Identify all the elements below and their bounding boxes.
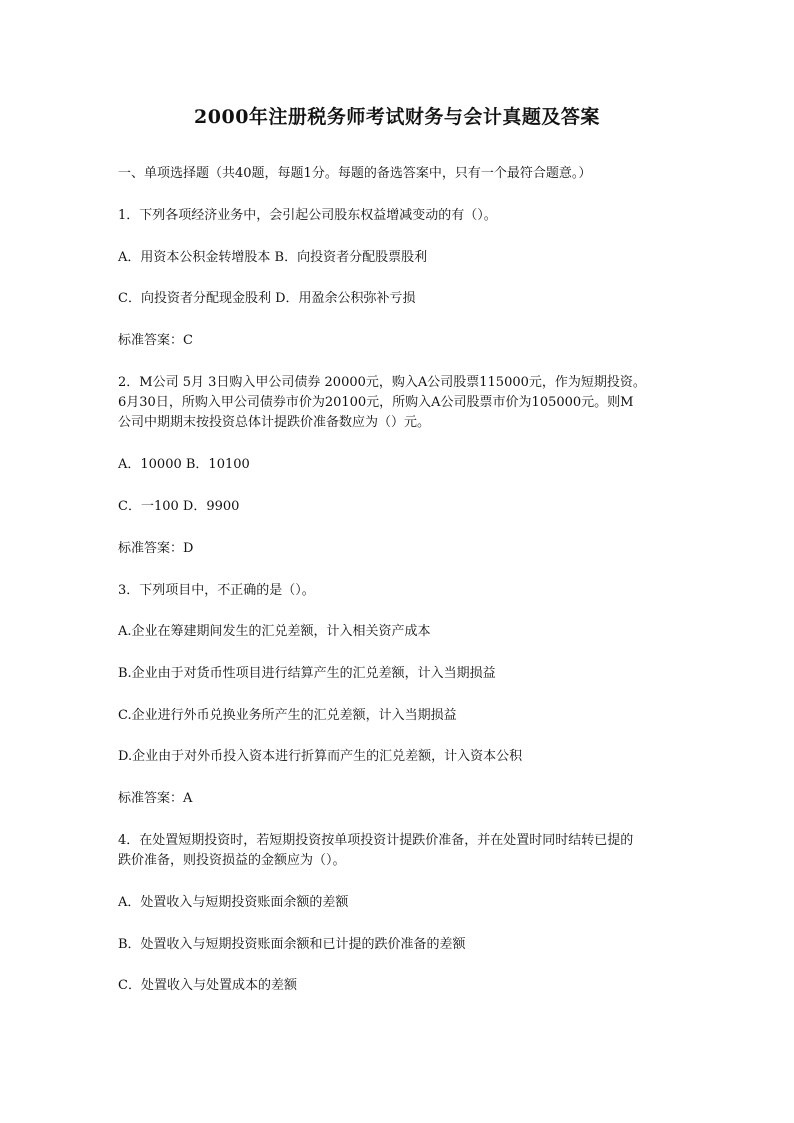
question-2-option-line-1: A．10000 B．10100	[118, 457, 250, 472]
question-3-option-b: B.企业由于对货币性项目进行结算产生的汇兑差额，计入当期损益	[118, 666, 496, 681]
question-4-option-b: B．处置收入与短期投资账面余额和已计提的跌价准备的差额	[118, 937, 466, 952]
question-2-stem-line-3: 公司中期期末按投资总体计提跌价准备数应为（）元。	[118, 415, 431, 430]
question-3-answer: 标准答案：A	[118, 791, 193, 806]
question-4-option-c: C．处置收入与处置成本的差额	[118, 978, 297, 993]
question-2-answer: 标准答案：D	[118, 541, 194, 556]
question-1-answer: 标准答案：C	[118, 333, 193, 348]
question-4-stem-line-2: 跌价准备，则投资损益的金额应为（）。	[118, 853, 346, 868]
section-header: 一、单项选择题（共40题，每题1分。每题的备选答案中，只有一个最符合题意。）	[118, 166, 592, 181]
question-3-option-a: A.企业在筹建期间发生的汇兑差额，计入相关资产成本	[118, 624, 431, 639]
question-3-option-c: C.企业进行外币兑换业务所产生的汇兑差额，计入当期损益	[118, 708, 457, 723]
question-4-stem-line-1: 4．在处置短期投资时，若短期投资按单项投资计提跌价准备，并在处置时同时结转已提的	[118, 833, 634, 848]
question-1-stem: 1．下列各项经济业务中，会引起公司股东权益增减变动的有（）。	[118, 208, 497, 223]
question-2-stem-line-1: 2．M公司 5月 3日购入甲公司债券 20000元，购入A公司股票115000元，作为短期投资。	[118, 375, 646, 390]
question-2-stem-line-2: 6月30日，所购入甲公司债券市价为20100元，所购入A公司股票市价为105000元。则M	[118, 395, 634, 410]
question-4-option-a: A．处置收入与短期投资账面余额的差额	[118, 895, 349, 910]
question-3-option-d: D.企业由于对外币投入资本进行折算而产生的汇兑差额，计入资本公积	[118, 749, 523, 764]
question-1-option-line-2: C．向投资者分配现金股利 D．用盈余公积弥补亏损	[118, 291, 416, 306]
question-2-option-line-2: C．一100 D．9900	[118, 499, 240, 514]
document-title: 2000年注册税务师考试财务与会计真题及答案	[194, 106, 600, 128]
question-1-option-line-1: A．用资本公积金转增股本 B．向投资者分配股票股利	[118, 250, 428, 265]
question-3-stem: 3．下列项目中，不正确的是（）。	[118, 583, 315, 598]
